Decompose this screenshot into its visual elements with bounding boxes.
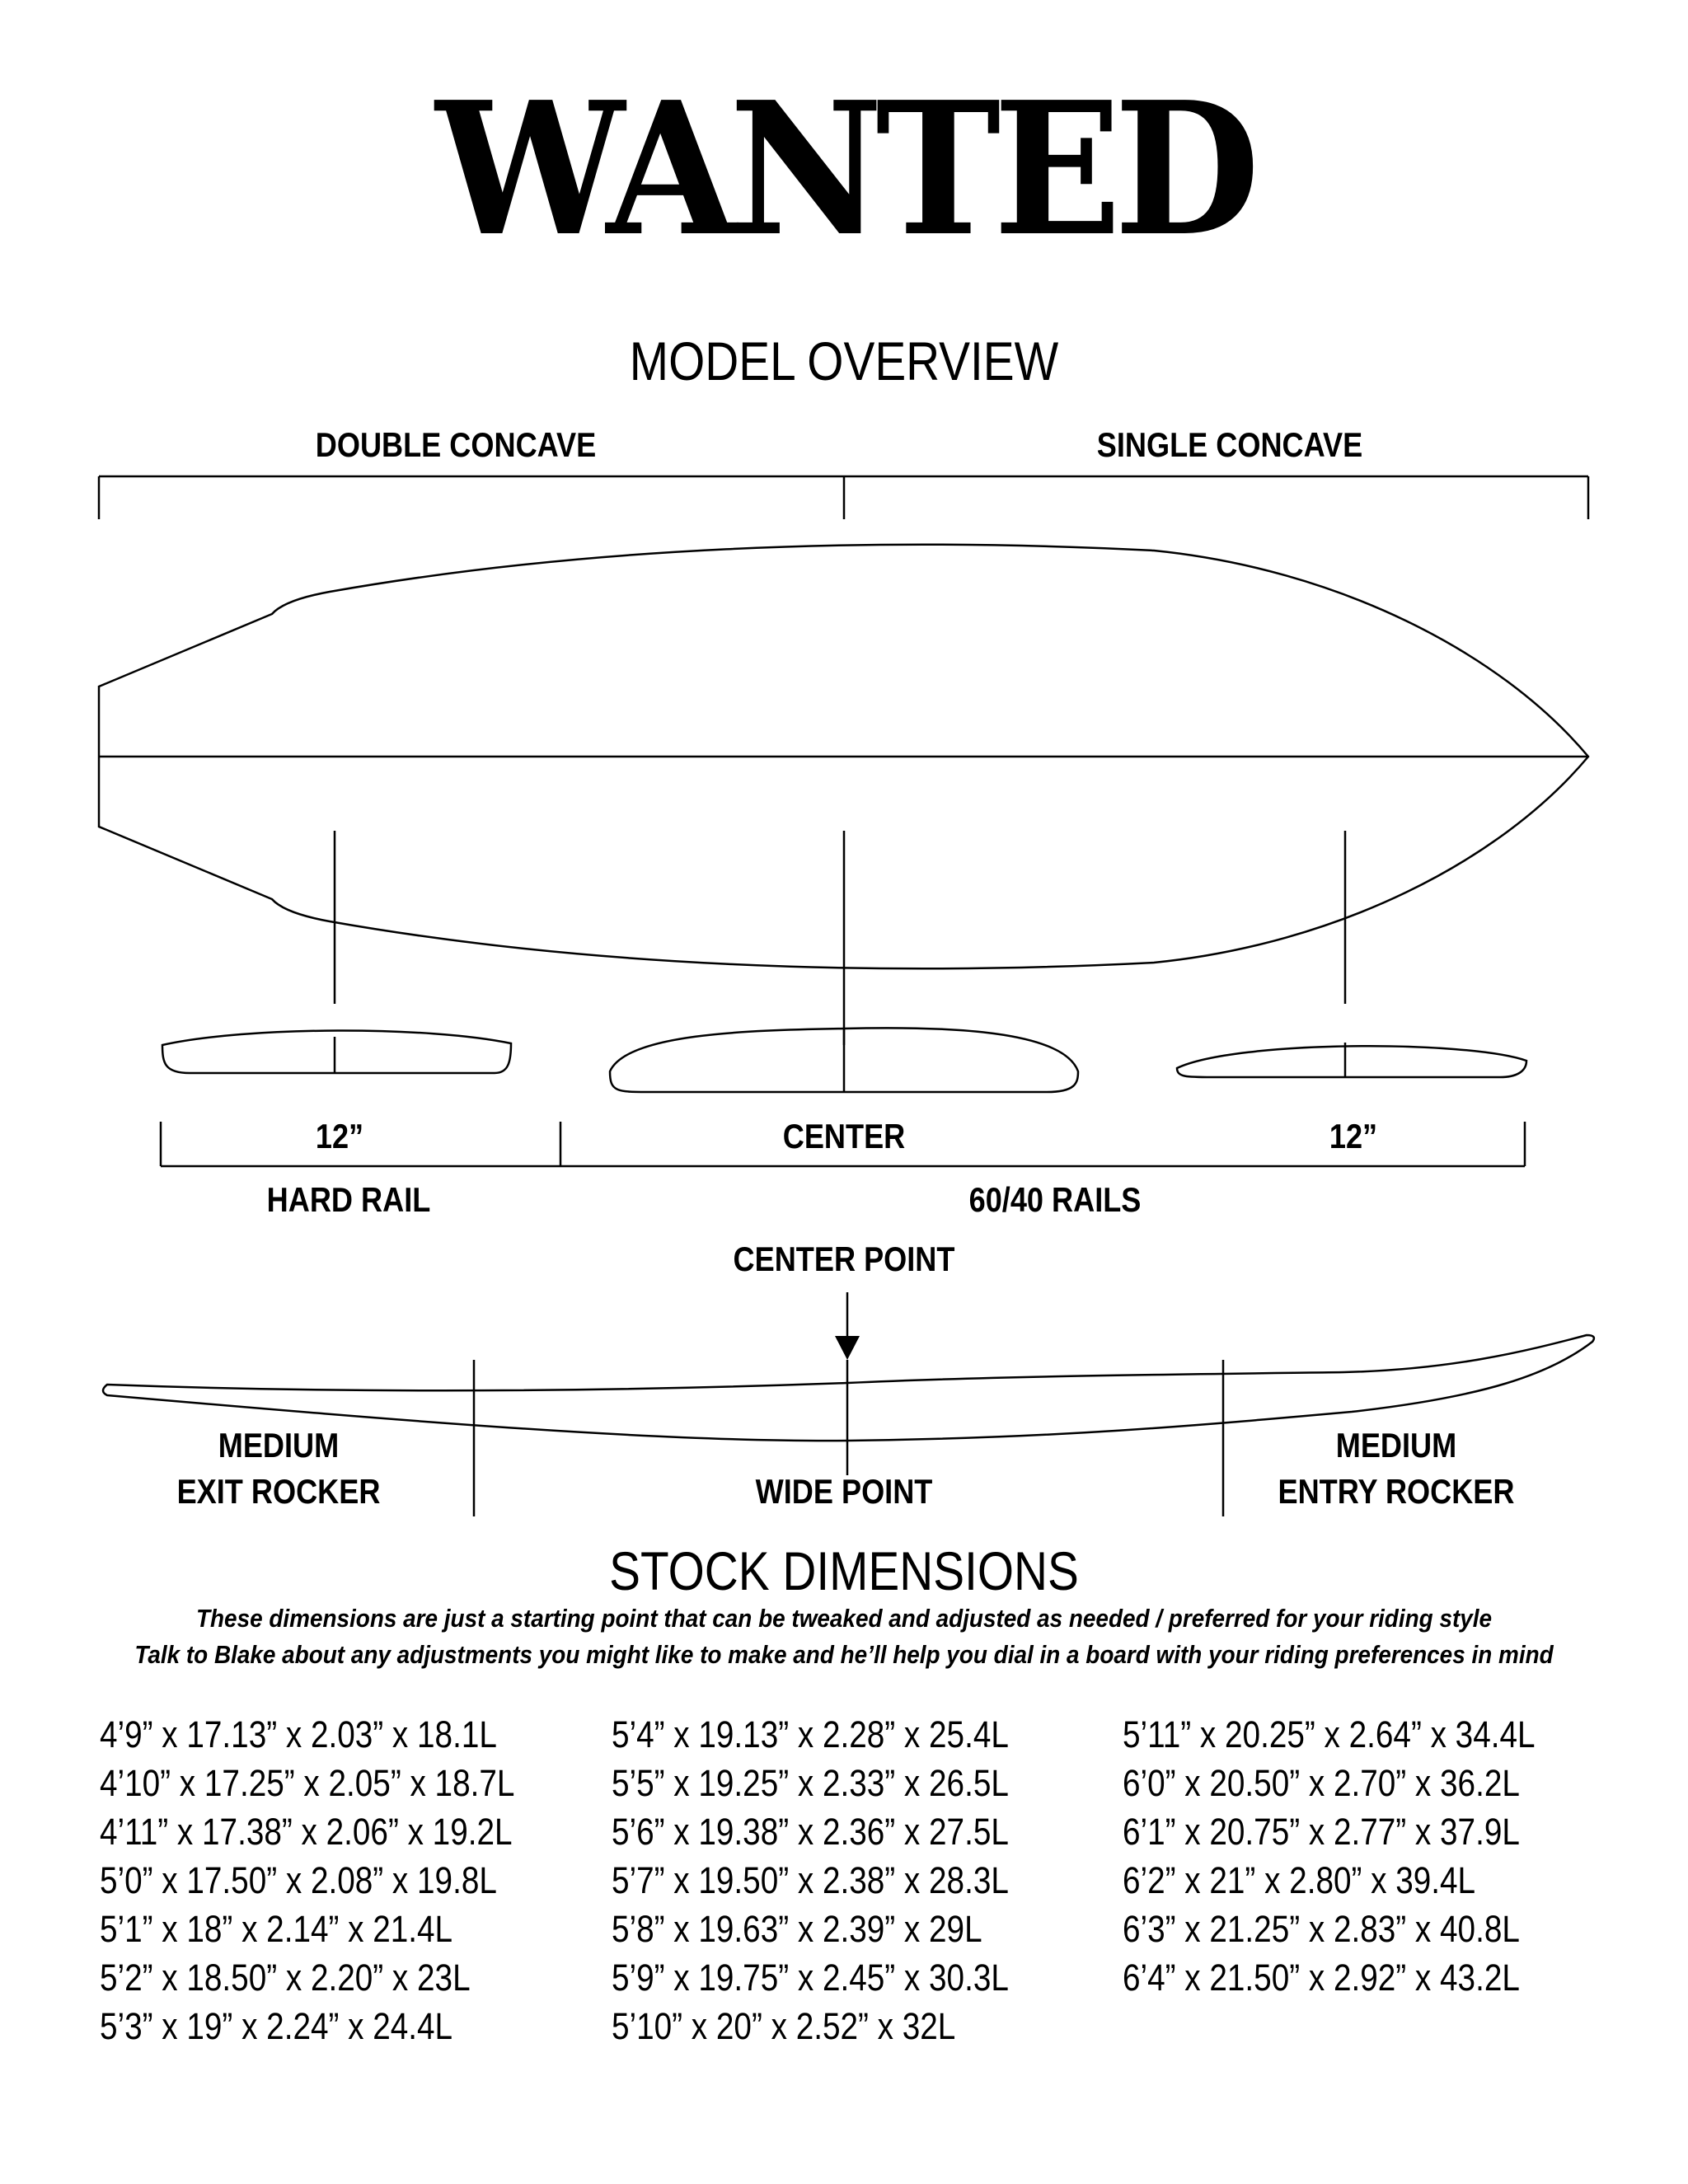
center-point-arrow-head (835, 1336, 860, 1360)
dimension-row: 5’3” x 19” x 2.24” x 24.4L (100, 2005, 453, 2047)
stock-dimensions-heading: STOCK DIMENSIONS (609, 1540, 1079, 1601)
dimension-row: 6’3” x 21.25” x 2.83” x 40.8L (1123, 1908, 1520, 1950)
dimension-row: 4’11” x 17.38” x 2.06” x 19.2L (100, 1811, 513, 1853)
dimension-row: 5’7” x 19.50” x 2.38” x 28.3L (612, 1859, 1009, 1901)
dimension-row: 5’5” x 19.25” x 2.33” x 26.5L (612, 1762, 1009, 1804)
dimensions-column-3 (1123, 1710, 1536, 2002)
stock-note-2: Talk to Blake about any adjustments you might like to make and he’ll help you dial in a board with your riding preferences in mind (134, 1640, 1554, 1669)
dimension-row: 6’1” x 20.75” x 2.77” x 37.9L (1123, 1811, 1520, 1853)
cross-section-nose (1177, 1043, 1526, 1077)
double-concave-label: DOUBLE CONCAVE (315, 425, 597, 464)
single-concave-label: SINGLE CONCAVE (1096, 425, 1363, 464)
dimension-row: 6’4” x 21.50” x 2.92” x 43.2L (1123, 1957, 1520, 1999)
wide-point-label: WIDE POINT (755, 1472, 933, 1511)
dimension-row: 5’1” x 18” x 2.14” x 21.4L (100, 1908, 453, 1950)
dimension-row: 4’9” x 17.13” x 2.03” x 18.1L (100, 1713, 497, 1755)
dimension-row: 6’2” x 21” x 2.80” x 39.4L (1123, 1859, 1476, 1901)
exit-rocker-label-line2: EXIT ROCKER (176, 1472, 381, 1511)
dimensions-column-1 (100, 1710, 514, 2050)
dimension-row: 5’0” x 17.50” x 2.08” x 19.8L (100, 1859, 497, 1901)
dimension-row: 5’6” x 19.38” x 2.36” x 27.5L (612, 1811, 1009, 1853)
rails-6040-label: 60/40 RAILS (968, 1180, 1142, 1219)
concave-bracket (99, 476, 1588, 519)
entry-rocker-label-line2: ENTRY ROCKER (1278, 1472, 1515, 1511)
nose-section-label: 12” (1329, 1117, 1378, 1155)
dimension-row: 5’2” x 18.50” x 2.20” x 23L (100, 1957, 471, 1999)
dimensions-column-2 (612, 1710, 1009, 2050)
dimension-row: 5’4” x 19.13” x 2.28” x 25.4L (612, 1713, 1009, 1755)
dimension-row: 4’10” x 17.25” x 2.05” x 18.7L (100, 1762, 515, 1804)
tail-section-label: 12” (315, 1117, 364, 1155)
stock-note-1: These dimensions are just a starting point that can be tweaked and adjusted as needed / preferred for your riding style (195, 1604, 1493, 1633)
exit-rocker-label-line1: MEDIUM (218, 1426, 340, 1465)
entry-rocker-label-line1: MEDIUM (1335, 1426, 1457, 1465)
cross-section-tail (162, 1030, 511, 1073)
center-section-label: CENTER (782, 1117, 906, 1155)
dimension-row: 5’10” x 20” x 2.52” x 32L (612, 2005, 956, 2047)
dimension-row: 5’8” x 19.63” x 2.39” x 29L (612, 1908, 982, 1950)
model-overview-heading: MODEL OVERVIEW (629, 330, 1059, 391)
cross-section-center (610, 1028, 1078, 1092)
dimension-row: 5’11” x 20.25” x 2.64” x 34.4L (1123, 1713, 1536, 1755)
page-title: WANTED (435, 63, 1253, 277)
dimension-row: 5’9” x 19.75” x 2.45” x 30.3L (612, 1957, 1009, 1999)
hard-rail-label: HARD RAIL (266, 1180, 431, 1219)
center-point-label: CENTER POINT (733, 1240, 955, 1278)
dimension-row: 6’0” x 20.50” x 2.70” x 36.2L (1123, 1762, 1520, 1804)
